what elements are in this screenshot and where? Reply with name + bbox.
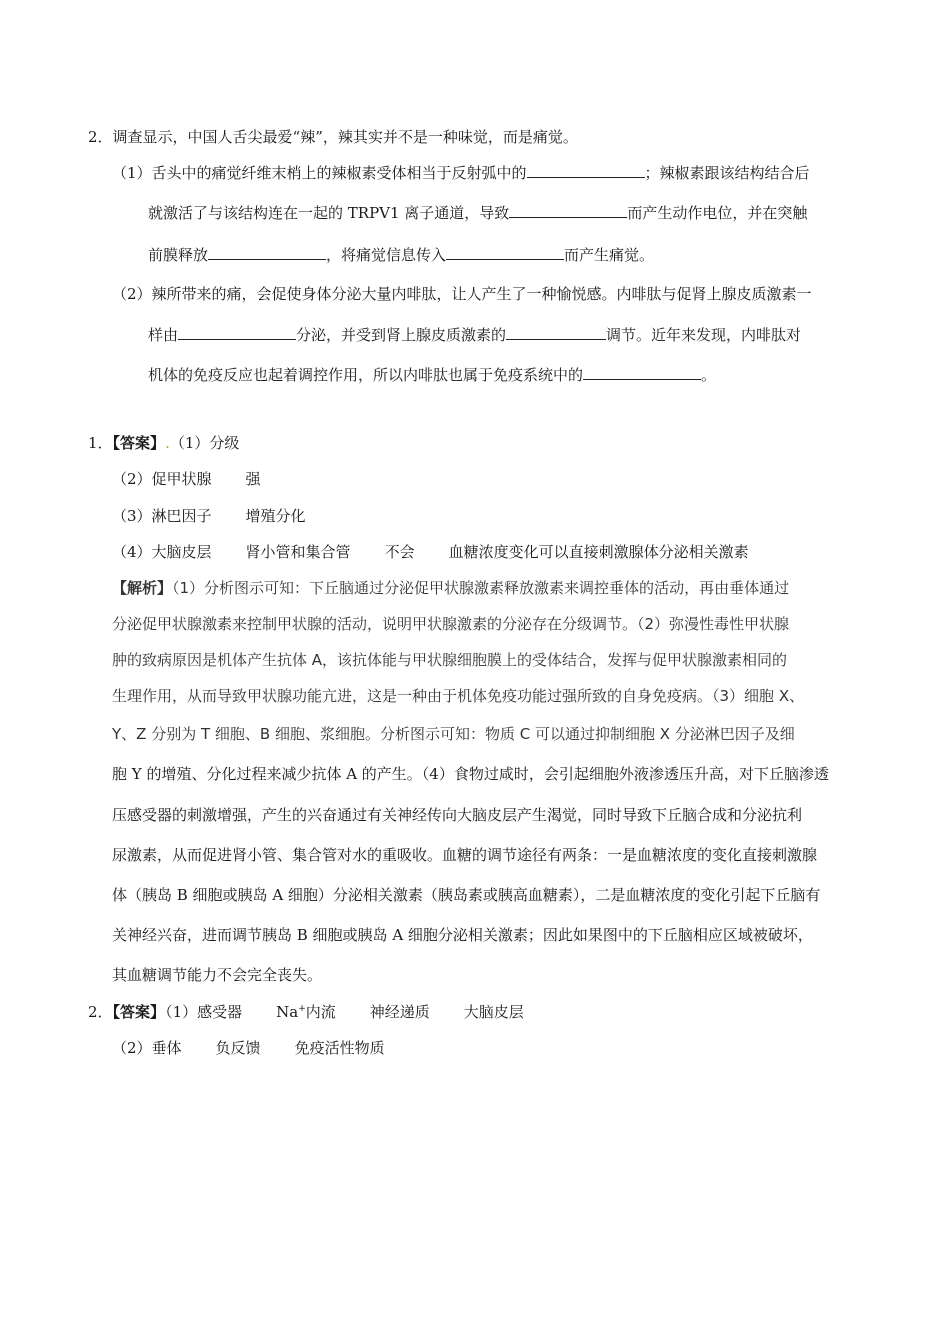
text: 肾小管和集合管 [245,543,351,561]
answer-blank[interactable] [506,325,606,340]
text: 而产生痛觉。 [564,246,655,264]
text: 调节。近年来发现，内啡肽对 [606,326,802,344]
answer-1-part3 [112,506,306,526]
text: 分泌促甲状腺激素来控制甲状腺的活动，说明甲状腺激素的分泌存在分级调节。（2）弥漫性毒性甲状腺 [112,615,790,633]
answer-tag: 【答案】 [112,434,166,452]
text: Y、Z 分别为 T 细胞、B 细胞、浆细胞。分析图示可知：物质 C 可以通过抑制细胞 X 分泌淋巴因子及细 [112,725,795,743]
analysis-line-6 [112,764,829,784]
text: 胞 Y 的增殖、分化过程来减少抗体 A 的产生。（4）食物过咸时，会引起细胞外液渗透压升高，对下丘脑渗透 [112,765,829,783]
text: （3）淋巴因子 [112,507,212,525]
answer-1-part2 [112,469,261,489]
text: 而产生动作电位，并在突触 [627,204,808,222]
text: 内流 [305,1003,336,1021]
answer-blank[interactable] [509,203,627,218]
text: （2）辣所带来的痛，会促使身体分泌大量内啡肽，让人产生了一种愉悦感。内啡肽与促肾上腺皮质激素一 [112,285,812,303]
question-2-stem [88,127,578,147]
text: （2）垂体 [112,1039,182,1057]
text: 血糖浓度变化可以直接刺激腺体分泌相关激素 [448,543,749,561]
analysis-line-3 [112,650,787,670]
text: 关神经兴奋，进而调节胰岛 B 细胞或胰岛 A 细胞分泌相关激素；因此如果图中的下丘脑相应区域被破坏， [112,926,813,944]
text: （1）舌头中的痛觉纤维末梢上的辣椒素受体相当于反射弧中的 [112,164,527,182]
question-2-part2-line2 [148,325,801,345]
analysis-line-1 [112,578,789,598]
text: ；辣椒素跟该结构结合后 [644,164,810,182]
question-2-part2-line3 [148,365,716,385]
answer-number: 2． [88,1003,113,1021]
text: 压感受器的刺激增强，产生的兴奋通过有关神经传向大脑皮层产生渴觉，同时导致下丘脑合成和分泌抗利 [112,806,803,824]
answer-1-header [88,433,239,453]
analysis-line-11 [112,965,322,985]
answer-part-1: （1）分级 [169,434,240,452]
answer-blank[interactable] [178,325,296,340]
analysis-line-7 [112,805,802,825]
text: 前膜释放 [148,246,209,264]
text: 肿的致病原因是机体产生抗体 A，该抗体能与甲状腺细胞膜上的受体结合，发挥与促甲状腺激素相同的 [112,651,788,669]
text: （2）促甲状腺 [112,470,212,488]
question-2-part1-line3 [148,245,654,265]
text: 机体的免疫反应也起着调控作用，所以内啡肽也属于免疫系统中的 [148,366,584,384]
text: 免疫活性物质 [294,1039,385,1057]
text: 体（胰岛 B 细胞或胰岛 A 细胞）分泌相关激素（胰岛素或胰高血糖素），二是血糖浓度的变化引起下丘脑有 [112,886,821,904]
text: 。 [701,366,717,384]
text: 其血糖调节能力不会完全丧失。 [112,966,323,984]
analysis-line-5 [112,724,795,744]
text: 生理作用，从而导致甲状腺功能亢进，这是一种由于机体免疫功能过强所致的自身免疫病。（3）细胞 X、 [112,687,805,705]
answer-blank[interactable] [527,163,645,178]
text: 分泌，并受到肾上腺皮质激素的 [296,326,507,344]
answer-blank[interactable] [208,245,326,260]
analysis-line-4 [112,686,804,706]
analysis-line-10 [112,925,813,945]
answer-tag: 【答案】 [112,1003,166,1021]
question-2-part1-line2 [148,203,807,223]
text: 负反馈 [215,1039,261,1057]
text: （1）感受器 [165,1003,243,1021]
text: 尿激素，从而促进肾小管、集合管对水的重吸收。血糖的调节途径有两条：一是血糖浓度的变化直接刺激腺 [112,846,818,864]
analysis-line-9 [112,885,820,905]
text: 就激活了与该结构连在一起的 TRPV1 离子通道，导致 [148,204,510,222]
text: （1）分析图示可知：下丘脑通过分泌促甲状腺激素释放激素来调控垂体的活动，再由垂体通过 [172,579,790,597]
text: 不会 [384,543,415,561]
superscript-plus: + [298,1004,306,1014]
question-2-part1-line1 [112,163,810,183]
answer-blank[interactable] [583,365,701,380]
text: 增殖分化 [245,507,306,525]
question-number: 2． [88,128,113,146]
answer-2-header [88,1002,524,1022]
sodium-symbol: Na [276,1003,299,1021]
analysis-line-2 [112,614,789,634]
answer-1-part4 [112,542,749,562]
analysis-tag: 【解析】 [112,579,173,597]
text: （4）大脑皮层 [112,543,212,561]
text: 神经递质 [369,1003,430,1021]
dot-mark: . [165,434,170,452]
answer-blank[interactable] [446,245,564,260]
analysis-line-8 [112,845,817,865]
answer-number: 1． [88,434,113,452]
text: 强 [245,470,261,488]
question-2-part2-line1 [112,284,812,304]
answer-2-part2 [112,1038,385,1058]
text: ，将痛觉信息传入 [326,246,447,264]
text: 大脑皮层 [463,1003,524,1021]
question-stem-text: 调查显示，中国人舌尖最爱“辣”，辣其实并不是一种味觉，而是痛觉。 [112,128,578,146]
text: 样由 [148,326,179,344]
